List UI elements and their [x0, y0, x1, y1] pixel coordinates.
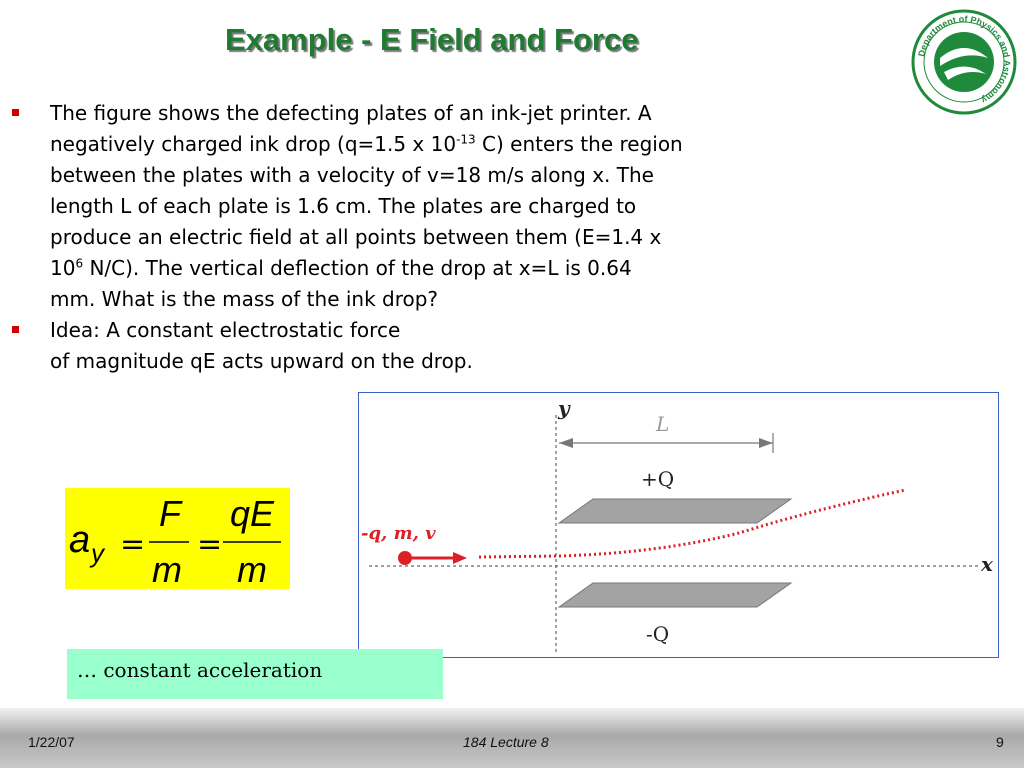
bullet-text: of magnitude qE acts upward on the drop.: [50, 349, 473, 373]
formula-equals-1: =: [120, 527, 146, 562]
formula-frac2-den: m: [237, 549, 267, 589]
bullet-text-line: [50, 160, 812, 191]
top-plate-label: +Q: [641, 467, 675, 491]
bullet-text-line: [50, 284, 812, 315]
formula-frac1-num: F: [159, 493, 181, 534]
x-axis-label: x: [981, 552, 993, 576]
bullet-text: N/C). The vertical deflection of the drop at x=L is 0.64: [83, 256, 632, 280]
bullet-text: produce an electric field at all points between them (E=1.4 x: [50, 225, 662, 249]
bottom-plate-label: -Q: [646, 622, 670, 646]
bullet-text-line: [50, 222, 812, 253]
footer-lecture: 184 Lecture 8: [463, 734, 549, 750]
bullet-text: mm. What is the mass of the ink drop?: [50, 287, 439, 311]
bullet-text: -13: [456, 132, 476, 147]
formula-frac1-den: m: [152, 549, 182, 589]
footer-date: 1/22/07: [28, 734, 75, 750]
page-number: 9: [996, 734, 1004, 750]
bullet-text-line: [50, 98, 812, 129]
formula-lhs-sub: y: [91, 538, 104, 568]
department-logo: [910, 8, 1018, 116]
bullet-text: length L of each plate is 1.6 cm. The plates are charged to: [50, 194, 637, 218]
bullet-text: 10: [50, 256, 76, 280]
bullet-text-line: [50, 346, 812, 377]
acceleration-formula: [65, 488, 290, 589]
bullet-item: [12, 98, 812, 315]
deflecting-plates-figure: [358, 392, 999, 658]
bullet-marker: [12, 109, 19, 116]
logo-text: Department of Physics and Astronomy: [916, 13, 1013, 106]
ink-drop: [398, 551, 412, 565]
y-axis-label: y: [558, 396, 570, 420]
constant-acceleration-note: … constant acceleration: [67, 649, 443, 699]
bullet-text-line: [50, 253, 812, 284]
bullet-marker: [12, 326, 19, 333]
bullet-text: The figure shows the defecting plates of an ink-jet printer. A: [50, 101, 652, 125]
bullet-list: [12, 98, 812, 377]
bullet-text: Idea: A constant electrostatic force: [50, 318, 401, 342]
drop-label: -q, m, v: [361, 523, 436, 544]
top-plate: [559, 499, 791, 523]
bullet-text-line: [50, 315, 812, 346]
formula-equals-2: =: [197, 527, 223, 562]
slide-title: Example - E Field and Force: [225, 22, 639, 57]
bullet-text: negatively charged ink drop (q=1.5 x 10: [50, 132, 457, 156]
bottom-plate: [559, 583, 791, 607]
bullet-text: 6: [75, 256, 84, 271]
bullet-text: between the plates with a velocity of v=18 m/s along x. The: [50, 163, 654, 187]
slide-footer: [0, 708, 1024, 768]
formula-frac2-num: qE: [230, 493, 275, 534]
length-label: L: [656, 412, 670, 436]
bullet-item: [12, 315, 812, 377]
bullet-text: C) enters the region: [475, 132, 683, 156]
formula-lhs: a: [69, 519, 91, 561]
bullet-text-line: [50, 191, 812, 222]
bullet-text-line: [50, 129, 812, 160]
